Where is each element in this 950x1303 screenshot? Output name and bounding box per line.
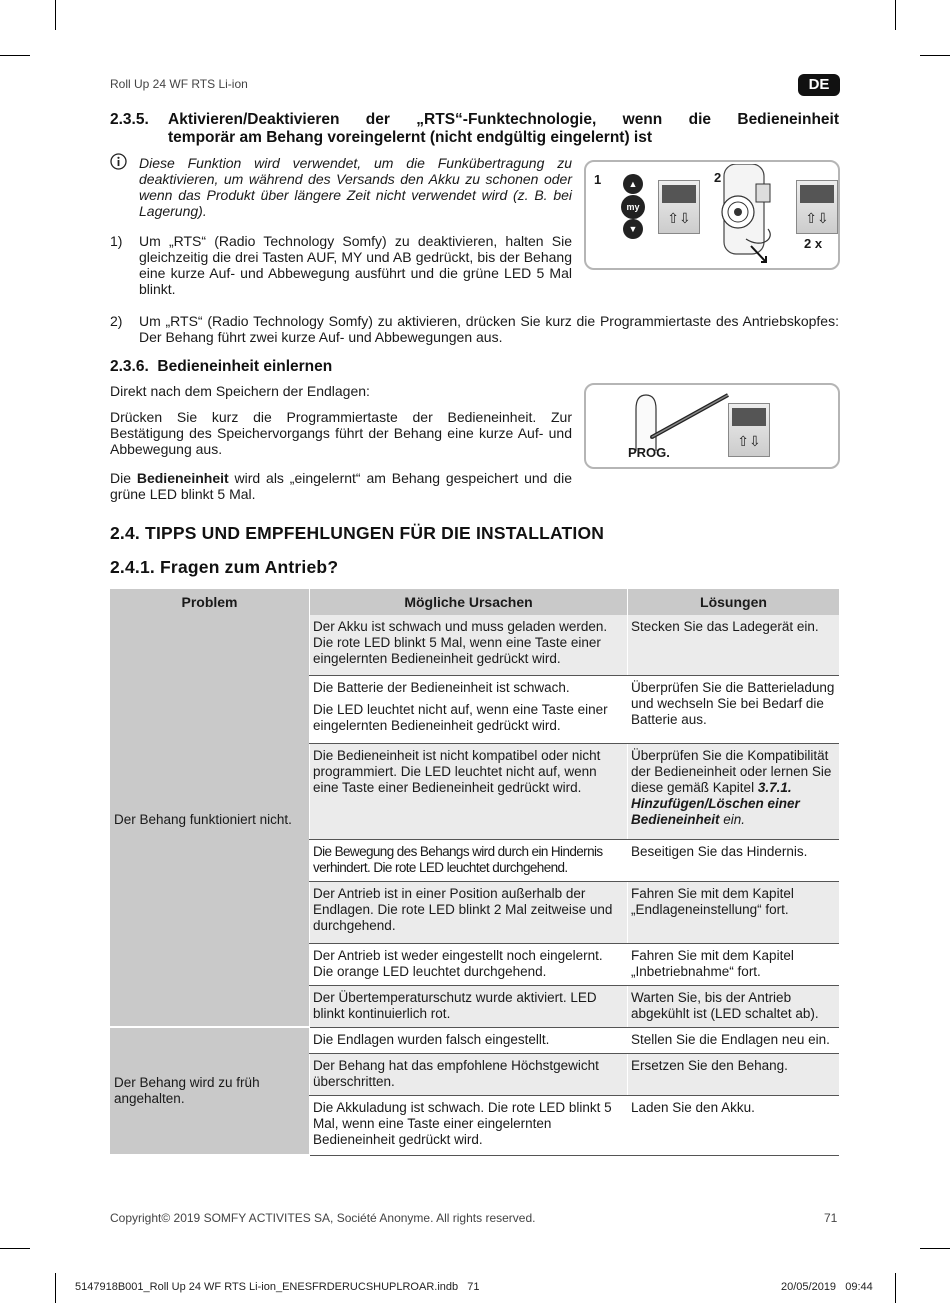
- cause-cell: Der Übertemperaturschutz wurde aktiviert. LED blinkt kontinuierlich rot.: [310, 985, 628, 1027]
- section-heading-24: 2.4. TIPPS UND EMPFEHLUNGEN FÜR DIE INSTALLATION: [110, 523, 605, 543]
- cause-cell: Die Akkuladung ist schwach. Die rote LED blinkt 5 Mal, wenn eine Taste einer eingelernten Bedieneinheit gedrückt wird.: [310, 1095, 628, 1155]
- section-heading-241: 2.4.1. Fragen zum Antrieb?: [110, 557, 339, 577]
- print-slug-file: 5147918B001_Roll Up 24 WF RTS Li-ion_ENESFRDERUCSHUPLROAR.indb 71: [75, 1281, 480, 1293]
- shade-up-down-icon: ⇧⇩: [658, 180, 700, 234]
- problem-cell: Der Behang funktioniert nicht.: [110, 615, 310, 1027]
- remote-prog-icon: [628, 391, 738, 451]
- section-title-235: [168, 111, 839, 129]
- step-2-number: 2): [110, 313, 123, 329]
- table-row: [110, 615, 839, 675]
- prog-illustration: [584, 383, 840, 469]
- solution-cell: Fahren Sie mit dem Kapitel „Inbetriebnahme“ fort.: [628, 943, 840, 985]
- solution-cell: Fahren Sie mit dem Kapitel „Endlageneinstellung“ fort.: [628, 881, 840, 943]
- cause-line-a: Die Batterie der Bedieneinheit ist schwach.: [313, 679, 570, 695]
- crop-mark: [0, 55, 30, 56]
- info-text: Diese Funktion wird verwendet, um die Funkübertragung zu deaktivieren, um während des Versands den Akku zu schonen oder wenn das Produkt über längere Zeit nicht verwendet wird (z. B. bei Lagerung).: [139, 155, 572, 219]
- step-1-text: Um „RTS“ (Radio Technology Somfy) zu deaktivieren, halten Sie gleichzeitig die drei Tasten AUF, MY und AB gedrückt, bis der Behang eine kurze Auf- und Abbewegung ausführt und die grüne LED 5 Mal blinkt.: [139, 233, 572, 297]
- solution-cell: Laden Sie den Akku.: [628, 1095, 840, 1155]
- crop-mark: [920, 55, 950, 56]
- solution-text-post: ein.: [719, 811, 746, 827]
- result-text-post: wird als „eingelernt“ am Behang gespeichert und die grüne LED blinkt 5 Mal.: [110, 470, 572, 502]
- section-236-instruction: Drücken Sie kurz die Programmiertaste der Bedieneinheit. Zur Bestätigung des Speichervorgangs führt der Behang eine kurze Auf- und Abbewegung aus.: [110, 409, 572, 457]
- down-button-icon: ▼: [623, 219, 643, 239]
- cause-cell: Die Bewegung des Behangs wird durch ein Hindernis verhindert. Die rote LED leuchtet durchgehend.: [310, 839, 628, 881]
- cause-cell: Der Antrieb ist in einer Position außerhalb der Endlagen. Die rote LED blinkt 2 Mal zeitweise und durchgehend.: [310, 881, 628, 943]
- crop-mark: [895, 1273, 896, 1303]
- cause-cell: Der Antrieb ist weder eingestellt noch eingelernt. Die orange LED leuchtet durchgehend.: [310, 943, 628, 985]
- solution-cell: Beseitigen Sie das Hindernis.: [628, 839, 840, 881]
- shade-up-down-icon: ⇧⇩: [796, 180, 838, 234]
- solution-cell: Stellen Sie die Endlagen neu ein.: [628, 1027, 840, 1053]
- cause-line-b: Die LED leuchtet nicht auf, wenn eine Taste einer eingelernten Bedieneinheit gedrückt wird.: [313, 701, 608, 733]
- cause-cell: [310, 675, 628, 743]
- section-number-235: 2.3.5.: [110, 111, 149, 128]
- solution-cell: Stecken Sie das Ladegerät ein.: [628, 615, 840, 675]
- solution-cell: [628, 743, 840, 839]
- language-badge: DE: [798, 74, 840, 96]
- step-1-number: 1): [110, 233, 123, 249]
- step-1-label: 1: [594, 172, 602, 187]
- info-icon: [110, 153, 127, 170]
- table-header-row: [110, 589, 839, 615]
- chapter-reference: 3.7.1. Hinzufügen/Löschen einer Bedieneinheit: [631, 779, 800, 827]
- problem-cell: Der Behang wird zu früh angehalten.: [110, 1027, 310, 1155]
- my-button-icon: my: [621, 195, 645, 219]
- prog-label: PROG.: [628, 445, 670, 460]
- running-header: Roll Up 24 WF RTS Li-ion: [110, 77, 248, 91]
- header-problem: Problem: [110, 589, 310, 615]
- rts-deactivation-illustration: [584, 160, 840, 270]
- result-text-pre: Die: [110, 470, 137, 486]
- section-236-result: [110, 470, 572, 502]
- section-236-intro: Direkt nach dem Speichern der Endlagen:: [110, 383, 370, 399]
- motor-head-icon: [706, 164, 786, 264]
- header-solutions: Lösungen: [628, 589, 840, 615]
- table-row: [110, 1027, 839, 1053]
- shade-up-down-icon: ⇧⇩: [728, 403, 770, 457]
- up-button-icon: ▲: [623, 174, 643, 194]
- solution-cell: Überprüfen Sie die Batterieladung und wechseln Sie bei Bedarf die Batterie aus.: [628, 675, 840, 743]
- cause-cell: Die Bedieneinheit ist nicht kompatibel oder nicht programmiert. Die LED leuchtet nicht auf, wenn eine Taste einer Bedieneinheit gedrückt wird.: [310, 743, 628, 839]
- crop-mark: [895, 0, 896, 30]
- repeat-label: 2 x: [804, 236, 823, 251]
- crop-mark: [0, 1248, 30, 1249]
- section-title-235-line1: Aktivieren/Deaktivieren der „RTS“-Funktechnologie, wenn die Bedieneinheit: [168, 111, 839, 128]
- solution-cell: Warten Sie, bis der Antrieb abgekühlt ist (LED schaltet ab).: [628, 985, 840, 1027]
- section-heading-236: 2.3.6. Bedieneinheit einlernen: [110, 358, 333, 375]
- copyright-footer: Copyright© 2019 SOMFY ACTIVITES SA, Société Anonyme. All rights reserved.: [110, 1211, 536, 1225]
- header-causes: Mögliche Ursachen: [310, 589, 628, 615]
- step-2-text: Um „RTS“ (Radio Technology Somfy) zu aktivieren, drücken Sie kurz die Programmiertaste des Antriebskopfes: Der Behang führt zwei kurze Auf- und Abbewegungen aus.: [139, 313, 839, 345]
- crop-mark: [55, 0, 56, 30]
- print-slug-date: 20/05/2019 09:44: [781, 1281, 873, 1293]
- cause-cell: Der Akku ist schwach und muss geladen werden. Die rote LED blinkt 5 Mal, wenn eine Taste einer eingelernten Bedieneinheit gedrückt wird.: [310, 615, 628, 675]
- solution-cell: Ersetzen Sie den Behang.: [628, 1053, 840, 1095]
- section-title-235-line2: temporär am Behang voreingelernt (nicht endgültig eingelernt) ist: [168, 129, 653, 146]
- crop-mark: [920, 1248, 950, 1249]
- result-text-bold: Bedieneinheit: [136, 470, 229, 486]
- step-2-label: 2: [714, 170, 722, 185]
- solution-text-pre: Überprüfen Sie die Kompatibilität der Bedieneinheit oder lernen Sie diese gemäß Kapitel: [631, 747, 832, 795]
- page-number: 71: [824, 1211, 838, 1225]
- crop-mark: [55, 1273, 56, 1303]
- cause-cell: Der Behang hat das empfohlene Höchstgewicht überschritten.: [310, 1053, 628, 1095]
- troubleshooting-table: [110, 589, 839, 1156]
- cause-cell: Die Endlagen wurden falsch eingestellt.: [310, 1027, 628, 1053]
